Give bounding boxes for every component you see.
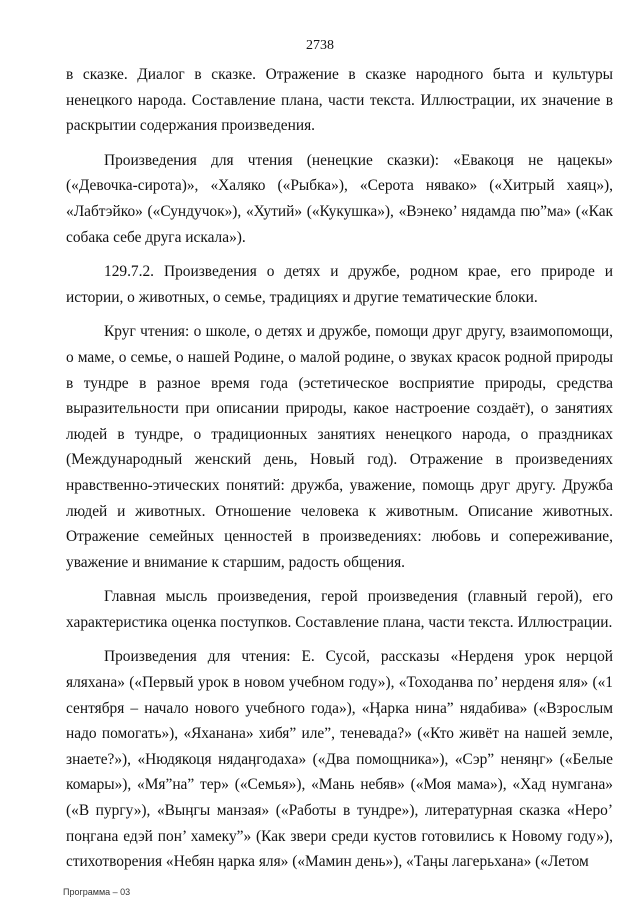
paragraph-reading-circle: Круг чтения: о школе, о детях и дружбе, помощи друг другу, взаимопомощи, о маме, о семье, о нашей Родине, о малой родине, о звуках красок родной природы в тундре в разное время года (эстетическое восприятие природы, средства выразительности при описании природы, какое настроение создаёт), о занятиях людей в тундре, о традиционных занятиях ненецкого народа, о праздниках (Международный женский день, Новый год). Отражение в произведениях нравственно-этических понятий: дружба, уважение, помощь друг другу. Дружба людей и животных. Отношение человека к животным. Описание животных. Отражение семейных ценностей в произведениях: любовь и сопереживание, уважение и внимание к старшим, радость общения.	[66, 323, 613, 571]
paragraph-section-129-7-2: 129.7.2. Произведения о детях и дружбе, родном крае, его природе и истории, о животных, о семье, традициях и другие тематические блоки.	[66, 263, 613, 306]
paragraph-main-idea: Главная мысль произведения, герой произведения (главный герой), его характеристика оценка поступков. Составление плана, части текста. Иллюстрации.	[66, 588, 613, 631]
paragraph-reading-fairy-tales: Произведения для чтения (ненецкие сказки): «Евакоця не ӊацекы» («Девочка-сирота)», «Халяко («Рыбка»), «Серота нявако» («Хитрый хаяц»), «Лабтэйко» («Сундучок»), «Хутий» («Кукушка»), «Вэнеко’ нядамда пю”ма» («Как собака себе друга искала»).	[66, 151, 613, 246]
document-body	[66, 62, 613, 884]
page-footer: Программа – 03	[63, 887, 131, 897]
page-number: 2738	[306, 38, 334, 53]
paragraph-continuation: в сказке. Диалог в сказке. Отражение в сказке народного быта и культуры ненецкого народа. Составление плана, части текста. Иллюстрации, их значение в раскрытии содержания произведения.	[66, 66, 613, 135]
paragraph-reading-works: Произведения для чтения: Е. Сусой, рассказы «Нерденя урок нерцой яляхана» («Первый урок в новом учебном году»), «Тоходанва по’ нерденя яля» («1 сентября – начало нового учебного года»), «Ӊарка нина” нядабива» («Взрослым надо помогать»), «Яханана» хибя” иле”, теневада?» («Кто живёт на нашей земле, знаете?»), «Нюдякоця нядаӊгодаха» («Два помощника»), «Сэр” неняӊг» («Белые комары»), «Мя”на” тер» («Семья»), «Мань небяв» («Моя мама»), «Хад нумгана» («В пургу»), «Выӊгы манзая» («Работы в тундре»), литературная сказка «Неро’ поӊгана едэй пон’ хамеку”» (Как звери среди кустов готовились к Новому году»), стихотворения «Небян ӊарка яля» («Мамин день»), «Таӊы лагерьхана» («Летом	[66, 648, 613, 871]
